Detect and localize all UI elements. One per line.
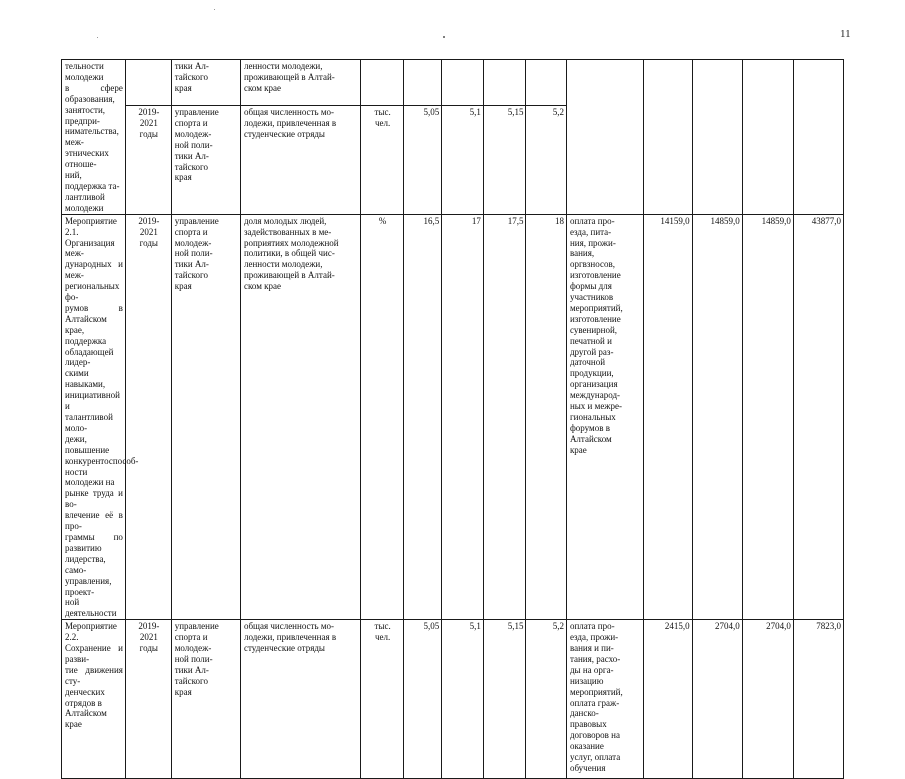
unit-cell: %	[361, 214, 404, 620]
value-cell: 5,05	[403, 620, 441, 779]
finance-cell: 2415,0	[643, 620, 692, 779]
period-cell: 2019- 2021 годы	[125, 620, 171, 779]
measure-cell: Мероприятие 2.2. Сохранение и разви- тие движения сту- денческих отрядов в Алтайском крае	[62, 620, 126, 779]
finance-cell	[793, 60, 843, 215]
value-cell: 5,15	[483, 106, 526, 215]
period-cell: 2019- 2021 годы	[125, 214, 171, 620]
expenses-cell	[566, 60, 643, 215]
value-cell	[526, 60, 566, 106]
value-cell: 18	[526, 214, 566, 620]
value-cell: 17	[442, 214, 484, 620]
finance-cell: 2704,0	[692, 620, 742, 779]
table-row	[62, 60, 844, 106]
executor-cell: управление спорта и молодеж- ной поли- тики Ал- тайского края	[171, 620, 240, 779]
finance-cell: 14859,0	[742, 214, 793, 620]
scan-artifact	[214, 9, 215, 10]
indicator-cell: доля молодых людей, задействованных в ме- роприятиях молодежной политики, в общей чис- ленности молодежи, проживающей в Алтай- ском крае	[240, 214, 360, 620]
finance-cell	[742, 60, 793, 215]
expenses-cell: оплата про- езда, пита- ния, прожи- вания, оргвзносов, изготовление формы для участников мероприятий, изготовление сувенирной, печатной и другой раз- даточной продукции, организация международ- ных и межре- гиональных форумов в Алтайском крае	[566, 214, 643, 620]
executor-cell: управление спорта и молодеж- ной поли- тики Ал- тайского края	[171, 106, 240, 215]
table-row	[62, 620, 844, 779]
expenses-cell: оплата про- езда, прожи- вания и пи- тания, расхо- ды на орга- низацию мероприятий, оплата граж- данско- правовых договоров на оказание услуг, оплата обучения	[566, 620, 643, 779]
finance-cell: 14859,0	[692, 214, 742, 620]
value-cell	[403, 60, 441, 106]
measure-cell: тельности молодежи в сфере образования, занятости, предпри- нимательства, меж- этнических отноше- ний, поддержка та- лантливой молодежи	[62, 60, 126, 215]
scan-artifact	[443, 36, 445, 38]
value-cell: 5,05	[403, 106, 441, 215]
value-cell: 5,1	[442, 620, 484, 779]
finance-cell	[692, 60, 742, 215]
indicator-cell: общая численность мо- лодежи, привлеченная в студенческие отряды	[240, 620, 360, 779]
finance-cell: 2704,0	[742, 620, 793, 779]
period-cell	[125, 60, 171, 106]
period-cell: 2019- 2021 годы	[125, 106, 171, 215]
finance-cell: 14159,0	[643, 214, 692, 620]
value-cell: 5,1	[442, 106, 484, 215]
unit-cell: тыс. чел.	[361, 106, 404, 215]
executor-cell: управление спорта и молодеж- ной поли- тики Ал- тайского края	[171, 214, 240, 620]
unit-cell: тыс. чел.	[361, 620, 404, 779]
value-cell	[442, 60, 484, 106]
unit-cell	[361, 60, 404, 106]
value-cell: 17,5	[483, 214, 526, 620]
measure-cell: Мероприятие 2.1. Организация меж- дународных и меж- региональных фо- румов в Алтайском крае, поддержка обладающей лидер- скими навыками, инициативной и талантливой моло- дежи, повышение конкурентоспособ- ности молодежи на рынке труда и во- влечение её в про- граммы по развитию лидерства, само- управления, проект- ной деятельности	[62, 214, 126, 620]
finance-cell: 7823,0	[793, 620, 843, 779]
finance-cell: 43877,0	[793, 214, 843, 620]
value-cell	[483, 60, 526, 106]
value-cell: 5,2	[526, 620, 566, 779]
program-table	[61, 59, 844, 779]
scan-artifact	[97, 37, 98, 38]
value-cell: 16,5	[403, 214, 441, 620]
value-cell: 5,2	[526, 106, 566, 215]
page-number: 11	[840, 28, 851, 40]
finance-cell	[643, 60, 692, 215]
indicator-cell: общая численность мо- лодежи, привлеченная в студенческие отряды	[240, 106, 360, 215]
indicator-cell: ленности молодежи, проживающей в Алтай- ском крае	[240, 60, 360, 106]
table-row	[62, 214, 844, 620]
value-cell: 5,15	[483, 620, 526, 779]
executor-cell: тики Ал- тайского края	[171, 60, 240, 106]
